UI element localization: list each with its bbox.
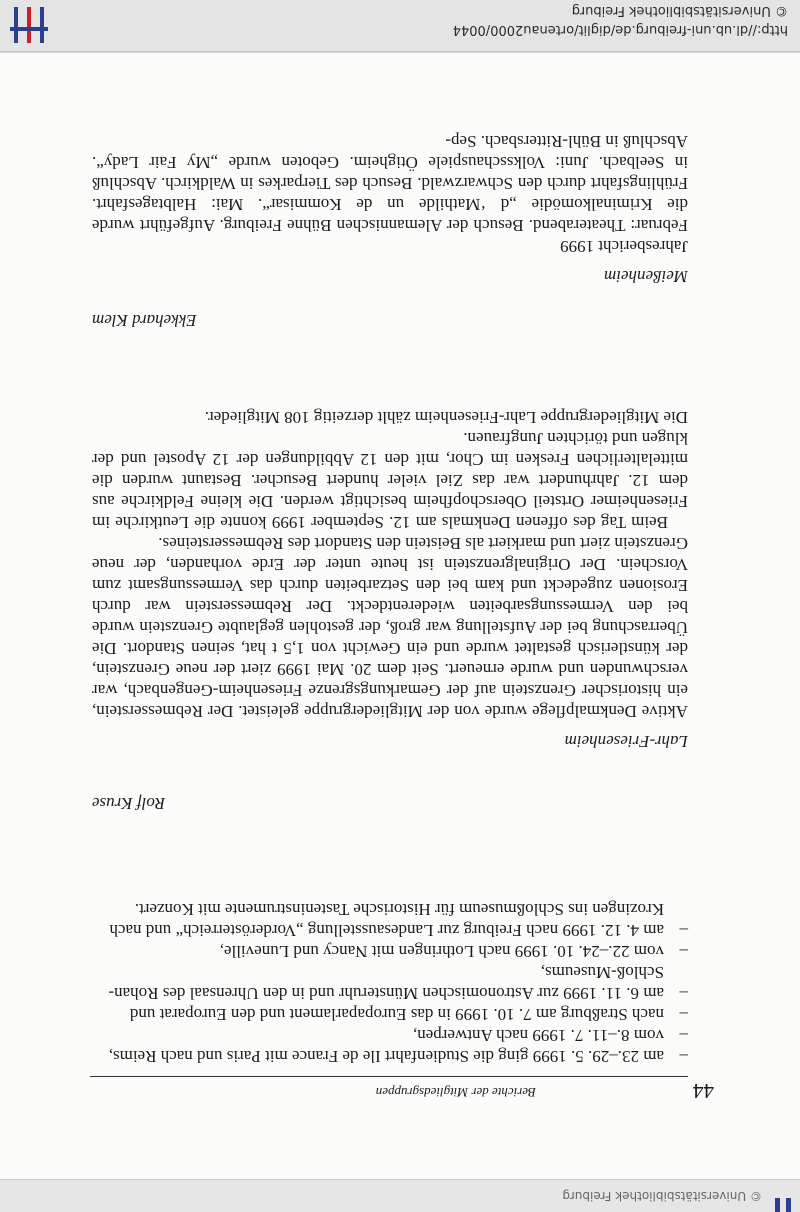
list-item: – nach Straßburg am 7. 10. 1999 in das Europaparlament und den Europarat und — [129, 1005, 688, 1024]
meissenheim-section-body — [92, 131, 688, 257]
paragraph: Aktive Denkmalpflege wurde von der Mitgliedergruppe geleistet. Der Rebmesserstein, ein historischer Grenzstein auf der Gemarkungsgrenze Friesenheim-Gengenbach, war verschwunden und wurde erneuert. Seit dem 20. Mai 1999 ziert der neue Grenzstein, der künstlerisch gestaltet wurde und ein Gewicht von 1,5 t hat, seinen Standort. Die Überraschung bei der Aufstellung war groß, der gestohlen geglaubte Grenzstein wurde bei den Vermessungsarbeiten wiederentdeckt. Der Rebmesserstein war durch Erosionen zugedeckt und kam bei den Setzarbeiten durch das Vermessungsamt zum Vorschein. Der Originalgrenzstein ist heute unter der Erde vorhanden, der neue Grenzstein ziert und markiert als Beistein den Standort des Rebmessersteines. — [92, 534, 688, 721]
library-notice: © Universitätsbibliothek Freiburg — [562, 1189, 762, 1203]
signature-rolf-kruse: Rolf Kruse — [92, 794, 166, 813]
report-title: Jahresbericht 1999 — [560, 237, 688, 256]
list-item: – am 6. 11. 1999 zur Astronomischen Münsteruhr und in den Uhrensaal des Rohan-Schloß-Museums, — [108, 963, 688, 1003]
list-item: – vom 22.–24. 10. 1999 nach Lothringen mit Nancy und Luneville, — [219, 942, 688, 961]
university-logo-icon — [10, 7, 48, 43]
viewer-bottom-bar — [0, 0, 800, 52]
lahr-section-body — [92, 407, 688, 722]
list-item: – vom 8.–11. 7. 1999 nach Antwerpen, — [412, 1026, 688, 1045]
running-head: Berichte der Mitgliedsgruppen — [375, 1085, 536, 1100]
section-heading-lahr: Lahr-Friesenheim — [564, 732, 688, 751]
header-rule — [90, 1076, 688, 1077]
paragraph: Februar: Theaterabend. Besuch der Alemannischen Bühne Freiburg. Aufgeführt wurde die Kriminalkomödie „d ‘Mathilde un de Kommisar“. Mai: Halbtagesfahrt. Frühlingsfahrt durch den Schwarzwald. Besuch des Tierparkes in Waldkirch. Abschluß in Seelbach. Juni: Volksschauspiele Ötigheim. Geboten wurde „My Fair Lady“. Abschluß in Bühl-Rittersbach. Sep- — [92, 132, 688, 235]
viewer-top-bar — [0, 1179, 800, 1212]
paragraph: Beim Tag des offenen Denkmals am 12. September 1999 konnte die Leutkirche im Friesenheimer Ortsteil Oberschopfheim besichtigt werden. Die kleine Feldkirche aus dem 12. Jahrhundert war das Ziel vieler hundert Besucher. Bestaunt wurden die mittelalterlichen Fresken im Chor, mit den 12 Abbildungen der 12 Apostel und der klugen und törichten Jungfrauen. — [92, 429, 688, 532]
page-url[interactable]: http://dl.ub.uni-freiburg.de/diglit/ortenau2000/0044 — [452, 22, 788, 37]
source-notice: © Universitätsbibliothek Freiburg — [571, 3, 788, 18]
list-item: – am 23.–29. 5. 1999 ging die Studienfahrt Ile de France mit Paris und nach Reims, — [108, 1047, 688, 1066]
library-logo-icon — [772, 1194, 794, 1212]
signature-ekkehard-klem: Ekkehard Klem — [92, 311, 197, 330]
section-heading-meissenheim: Meißenheim — [603, 267, 688, 286]
trip-list — [92, 899, 688, 1067]
paragraph: Die Mitgliedergruppe Lahr-Friesenheim zählt derzeitig 108 Mitglieder. — [204, 408, 688, 427]
page-number: 44 — [693, 1079, 714, 1103]
document-page — [0, 53, 800, 1179]
list-item: – am 4. 12. 1999 nach Freiburg zur Landesausstellung „Vorderösterreich“ und nach Krozingen ins Schloßmuseum für Historische Tasteninstrumente mit Konzert. — [109, 900, 688, 940]
